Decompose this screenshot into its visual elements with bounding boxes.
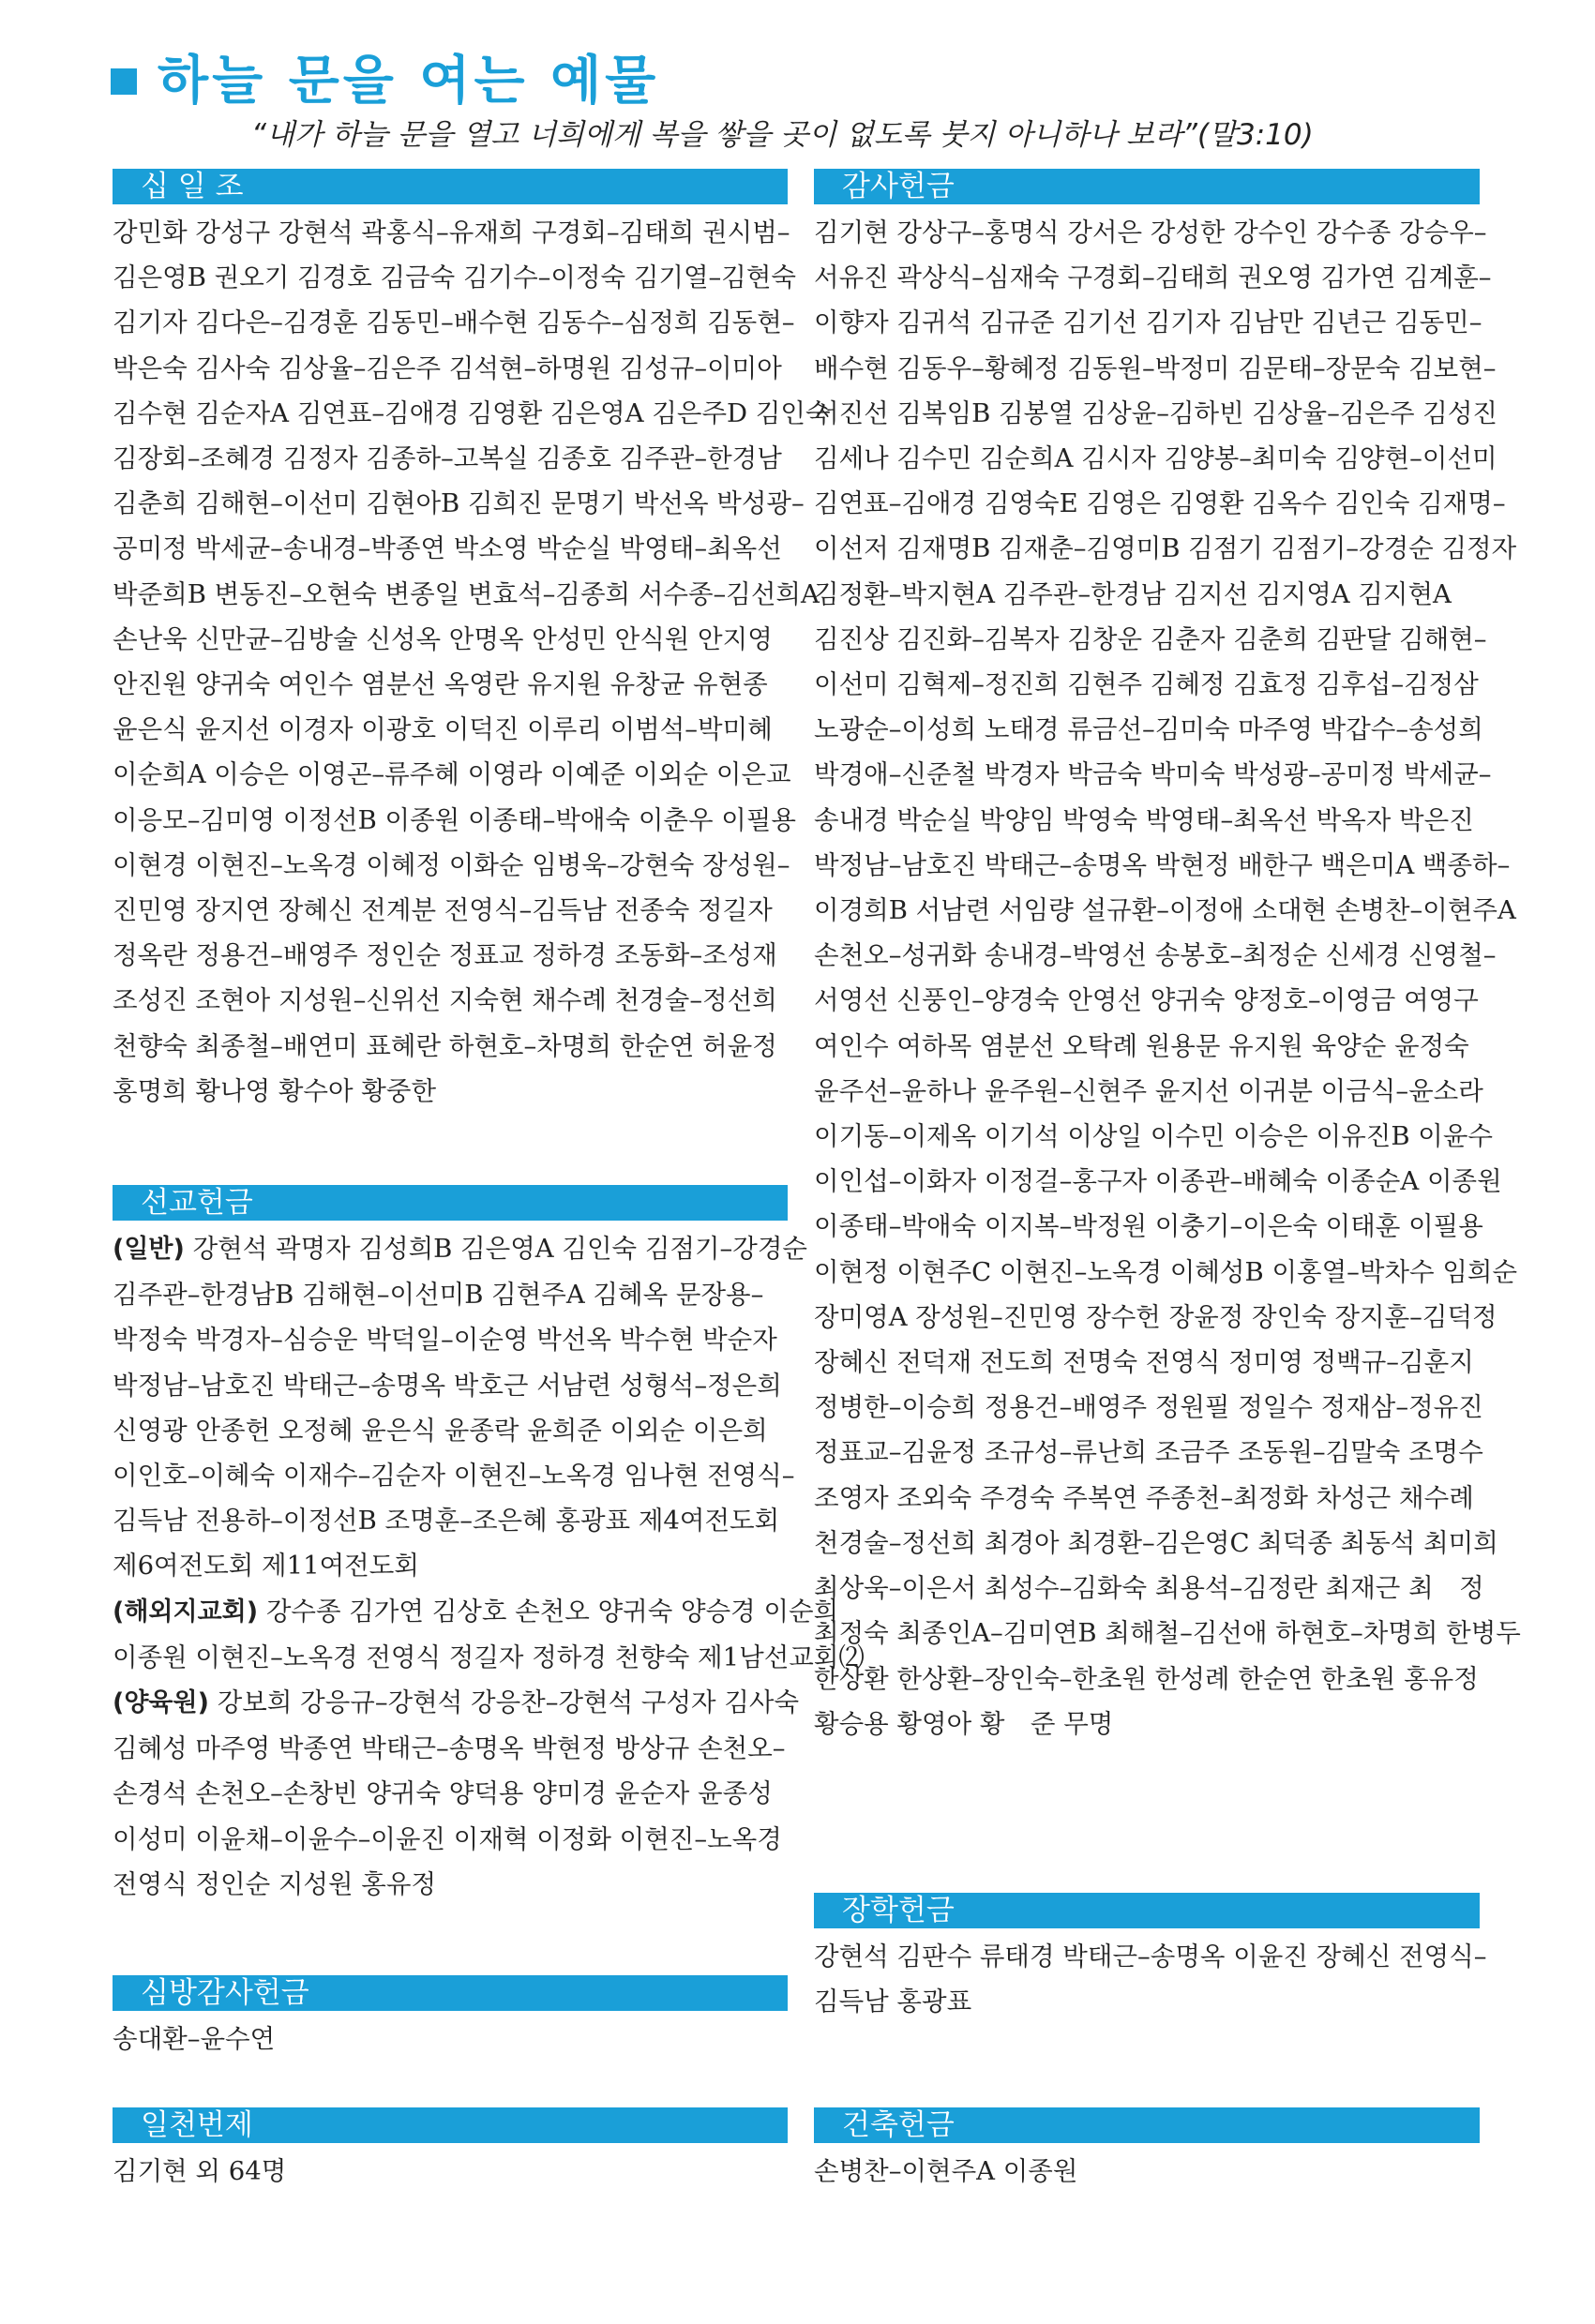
section-ilcheon [113,2107,788,2194]
name-line: 강민화 강성구 강현석 곽홍식–유재희 구경회–김태희 권시범– [113,217,790,247]
name-line: 김득남 홍광표 [814,1987,972,2017]
section-visit-thanks [113,1975,788,2062]
name-line [113,1498,788,1543]
name-line: 김기현 외 64명 [113,2156,287,2186]
name-line: 김은영B 권오기 김경호 김금숙 김기수–이정숙 김기열–김현숙 [113,262,796,293]
name-line: 천경술–정선희 최경아 최경환–김은영C 최덕종 최동석 최미희 [814,1527,1498,1558]
name-line: 이경희B 서남련 서임량 설규환–이정애 소대현 손병찬–이현주A [814,895,1516,926]
mission-names-text: 이인호–이혜숙 이재수–김순자 이현진–노옥경 임나현 전영식– [113,1461,795,1492]
page-title: 하늘 문을 여는 예물 [158,51,660,112]
section-heading-scholarship: 장학헌금 [814,1893,1480,1928]
name-line: 서유진 곽상식–심재숙 구경회–김태희 권오영 김가연 김계훈– [814,262,1492,293]
name-line: 강현석 김판수 류태경 박태근–송명옥 이윤진 장혜신 전영식– [814,1942,1487,1972]
name-line [113,1817,788,1862]
mission-group-label: (해외지교회) [113,1597,259,1627]
name-line: 노광순–이성희 노태경 류금선–김미숙 마주영 박갑수–송성희 [814,714,1483,745]
name-line: 이선저 김재명B 김재춘–김영미B 김점기 김점기–강경순 김정자 [814,533,1517,564]
mission-names-text: 이종원 이현진–노옥경 전영식 정길자 정하경 천향숙 제1남선교회⑵ [113,1642,865,1672]
name-line: 이인섭–이화자 이정걸–홍구자 이종관–배혜숙 이종순A 이종원 [814,1166,1502,1197]
name-line [113,1680,800,1726]
name-line: 안진원 양귀숙 여인수 염분선 옥영란 유지원 유창균 유현종 [113,669,768,700]
name-line: 김장회–조혜경 김정자 김종하–고복실 김종호 김주관–한경남 [113,443,782,474]
name-line: 최정숙 최종인A–김미연B 최해철–김선애 하현호–차명희 한병두 [814,1618,1521,1649]
name-line: 여인수 여하목 염분선 오탁례 원용문 유지원 육양순 윤정숙 [814,1030,1469,1061]
mission-names-text: 박정숙 박경자–심승운 박덕일–이순영 박선옥 박수현 박순자 [113,1325,777,1356]
name-line [113,1453,795,1498]
scholarship-names [814,1934,1487,2024]
mission-names-text: 전영식 정인순 지성원 홍유정 [113,1868,437,1899]
mission-names-text: 강보희 강응규–강현석 강응찬–강현석 구성자 김사숙 [217,1687,800,1718]
name-line: 손천오–성귀화 송내경–박영선 송봉호–최정순 신세경 신영철– [814,940,1497,971]
name-line: 김진상 김진화–김복자 김창운 김춘자 김춘희 김판달 김해현– [814,623,1487,654]
name-line [113,1771,788,1816]
name-line: 김연표–김애경 김영숙E 김영은 김영환 김옥수 김인숙 김재명– [814,488,1506,519]
name-line: 진민영 장지연 장혜신 전계분 전영식–김득남 전종숙 정길자 [113,895,773,926]
name-line: 이응모–김미영 이정선B 이종원 이종태–박애숙 이춘우 이필용 [113,804,796,835]
name-line: 서영선 신풍인–양경숙 안영선 양귀숙 양정호–이영금 여영구 [814,985,1479,1016]
building-names [814,2149,1480,2194]
name-line: 윤은식 윤지선 이경자 이광호 이덕진 이루리 이범석–박미혜 [113,714,773,745]
mission-names-text: 제6여전도회 제11여전도회 [113,1551,419,1582]
section-heading-thanks: 감사헌금 [814,169,1480,204]
name-line: 장미영A 장성원–진민영 장수헌 장윤정 장인숙 장지훈–김덕정 [814,1301,1497,1332]
section-heading-mission: 선교헌금 [113,1185,788,1221]
name-line [113,1589,839,1635]
name-line: 이기동–이제옥 이기석 이상일 이수민 이승은 이유진B 이윤수 [814,1121,1493,1152]
name-line: 박경애–신준철 박경자 박금숙 박미숙 박성광–공미정 박세균– [814,759,1492,790]
name-line [113,1726,788,1771]
name-line: 김세나 김수민 김순희A 김시자 김양봉–최미숙 김양현–이선미 [814,443,1497,474]
thanks-names [814,210,1521,1747]
mission-names-text: 박정남–남호진 박태근–송명옥 박호근 서남련 성형석–정은희 [113,1370,782,1401]
title-bullet-square [111,68,137,95]
name-line: 손병찬–이현주A 이종원 [814,2156,1078,2186]
name-line: 배수현 김동우–황혜정 김동원–박정미 김문태–장문숙 김보현– [814,352,1497,383]
name-line: 장혜신 전덕재 전도희 전명숙 전영식 정미영 정백규–김훈지 [814,1347,1474,1378]
name-line: 송내경 박순실 박양임 박영숙 박영태–최옥선 박옥자 박은진 [814,804,1474,835]
name-line: 이향자 김귀석 김규준 김기선 김기자 김남만 김년근 김동민– [814,307,1482,338]
name-line: 윤주선–윤하나 윤주원–신현주 윤지선 이귀분 이금식–윤소라 [814,1075,1483,1106]
visit-thanks-names [113,2017,788,2062]
name-line: 천향숙 최종철–배연미 표혜란 하현호–차명희 한순연 허윤정 [113,1030,777,1061]
name-line: 공미정 박세균–송내경–박종연 박소영 박순실 박영태–최옥선 [113,533,782,564]
section-scholarship [814,1893,1487,2024]
name-line: 이종태–박애숙 이지복–박정원 이충기–이은숙 이태훈 이필용 [814,1211,1483,1242]
mission-names-text: 강현석 곽명자 김성희B 김은영A 김인숙 김점기–강경순 [192,1234,807,1264]
section-mission [113,1185,865,1907]
section-heading-tithe: 십 일 조 [113,169,788,204]
bible-verse: “내가 하늘 문을 열고 너희에게 복을 쌓을 곳이 없도록 붓지 아니하나 보라”(말3:10) [251,118,1314,152]
name-line: 조영자 조외숙 주경숙 주복연 주종천–최정화 차성근 채수례 [814,1482,1474,1513]
name-line [113,1363,788,1408]
name-line: 김정환–박지현A 김주관–한경남 김지선 김지영A 김지현A [814,578,1452,609]
name-line: 이현경 이현진–노옥경 이혜정 이화순 임병욱–강현숙 장성원– [113,849,790,880]
section-heading-visit-thanks: 심방감사헌금 [113,1975,788,2011]
section-tithe [113,169,831,1114]
name-line: 김수현 김순자A 김연표–김애경 김영환 김은영A 김은주D 김인숙 [113,397,831,428]
name-line: 이현정 이현주C 이현진–노옥경 이혜성B 이홍열–박차수 임희순 [814,1256,1518,1287]
name-line [113,1408,788,1453]
section-heading-building: 건축헌금 [814,2107,1480,2143]
name-line [113,1226,807,1272]
name-line: 박은숙 김사숙 김상율–김은주 김석현–하명원 김성규–이미아 [113,352,782,383]
mission-names [113,1226,865,1907]
name-line [113,1862,788,1907]
name-line: 박준희B 변동진–오현숙 변종일 변효석–김종희 서수종–김선희A [113,578,820,609]
name-line [113,1635,865,1680]
name-line: 정옥란 정용건–배영주 정인순 정표교 정하경 조동화–조성재 [113,940,777,971]
name-line: 조성진 조현아 지성원–신위선 지숙현 채수례 천경술–정선희 [113,985,777,1016]
name-line: 이선미 김혁제–정진희 김현주 김혜정 김효정 김후섭–김정삼 [814,669,1479,700]
name-line [113,1317,788,1362]
mission-names-text: 신영광 안종헌 오정혜 윤은식 윤종락 윤희준 이외순 이은희 [113,1415,768,1446]
mission-group-label: (일반) [113,1235,185,1264]
mission-names-text: 김득남 전용하–이정선B 조명훈–조은혜 홍광표 제4여전도회 [113,1506,780,1537]
name-line: 서진선 김복임B 김봉열 김상윤–김하빈 김상율–김은주 김성진 [814,397,1497,428]
name-line: 이순희A 이승은 이영곤–류주혜 이영라 이예준 이외순 이은교 [113,759,791,790]
mission-names-text: 이성미 이윤채–이윤수–이윤진 이재혁 이정화 이현진–노옥경 [113,1823,782,1854]
section-heading-ilcheon: 일천번제 [113,2107,788,2143]
name-line: 김기현 강상구–홍명식 강서은 강성한 강수인 강수종 강승우– [814,217,1487,247]
mission-names-text: 손경석 손천오–손창빈 양귀숙 양덕용 양미경 윤순자 윤종성 [113,1778,773,1809]
name-line: 한상환 한상환–장인숙–한초원 한성례 한순연 한초원 홍유정 [814,1663,1479,1694]
tithe-names [113,210,831,1114]
page-title-row [111,39,659,114]
name-line: 정표교–김윤정 조규성–류난희 조금주 조동원–김말숙 조명수 [814,1437,1483,1468]
name-line: 박정남–남호진 박태근–송명옥 박현정 배한구 백은미A 백종하– [814,849,1511,880]
name-line [113,1272,788,1317]
mission-names-text: 강수종 김가연 김상호 손천오 양귀숙 양승경 이순희 [265,1596,839,1627]
name-line: 김기자 김다은–김경훈 김동민–배수현 김동수–심정희 김동현– [113,307,795,338]
name-line: 손난욱 신만균–김방술 신성옥 안명옥 안성민 안식원 안지영 [113,623,773,654]
name-line: 황승용 황영아 황 준 무명 [814,1708,1114,1739]
mission-names-text: 김혜성 마주영 박종연 박태근–송명옥 박현정 방상규 손천오– [113,1733,786,1764]
name-line: 홍명희 황나영 황수아 황중한 [113,1075,437,1106]
name-line [113,1543,788,1588]
ilcheon-names [113,2149,788,2194]
name-line: 최상욱–이은서 최성수–김화숙 최용석–김정란 최재근 최 정 [814,1573,1484,1604]
section-thanks [814,169,1521,1747]
name-line: 김춘희 김해현–이선미 김현아B 김희진 문명기 박선옥 박성광– [113,488,805,519]
name-line: 정병한–이승희 정용건–배영주 정원필 정일수 정재삼–정유진 [814,1392,1483,1423]
mission-names-text: 김주관–한경남B 김해현–이선미B 김현주A 김혜옥 문장용– [113,1280,764,1311]
section-building [814,2107,1480,2194]
mission-group-label: (양육원) [113,1688,209,1718]
name-line: 송대환–윤수연 [113,2024,276,2054]
